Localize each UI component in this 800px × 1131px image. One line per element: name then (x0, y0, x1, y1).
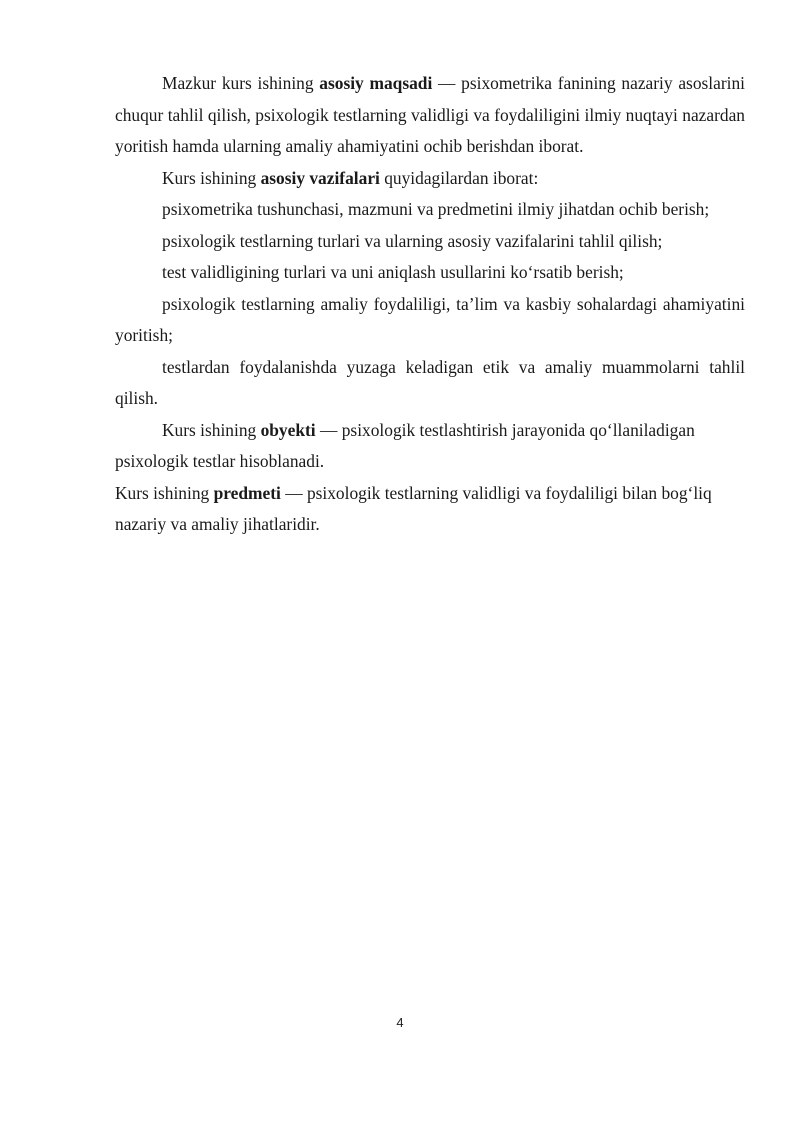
object-text-post: — psixologik testlashtirish jarayonida qo‘llaniladigan psixologik testlar hisoblanadi. (115, 419, 695, 471)
page-number: 4 (396, 1015, 404, 1030)
subject-term: predmeti (213, 482, 281, 503)
task-item: test validligining turlari va uni aniqlash usullarini ko‘rsatib berish; (162, 262, 624, 282)
tasks-intro-paragraph (115, 163, 745, 195)
task-item: testlardan foydalanishda yuzaga keladigan etik va amaliy muammolarni tahlil qilish. (115, 356, 745, 408)
task-item: psixologik testlarning amaliy foydaliligi, ta’lim va kasbiy sohalardagi ahamiyatini yoritish; (115, 293, 745, 345)
subject-text-post: — psixologik testlarning validligi va foydaliligi bilan bog‘liq nazariy va amaliy jihatlaridir. (115, 482, 712, 534)
object-paragraph (115, 415, 745, 478)
subject-text-pre: Kurs ishining (115, 482, 214, 503)
object-text-pre: Kurs ishining (162, 419, 261, 440)
goal-text-post: — psixometrika fanining nazariy asoslarini chuqur tahlil qilish, psixologik testlarning validligi va foydaliligini ilmiy nuqtayi nazardan yoritish hamda ularning amaliy ahamiyatini ochib berishdan iborat. (115, 73, 745, 156)
object-term: obyekti (260, 419, 316, 440)
goal-paragraph (115, 68, 745, 163)
task-item: psixologik testlarning turlari va ularning asosiy vazifalarini tahlil qilish; (162, 230, 663, 251)
goal-term: asosiy maqsadi (319, 73, 433, 93)
subject-paragraph (115, 478, 745, 541)
tasks-intro-pre: Kurs ishining (162, 167, 261, 188)
task-item: psixometrika tushunchasi, mazmuni va predmetini ilmiy jihatdan ochib berish; (162, 199, 710, 219)
tasks-term: asosiy vazifalari (260, 167, 380, 188)
page-content (115, 68, 745, 541)
tasks-intro-post: quyidagilardan iborat: (379, 167, 539, 188)
goal-text-pre: Mazkur kurs ishining (162, 73, 320, 93)
